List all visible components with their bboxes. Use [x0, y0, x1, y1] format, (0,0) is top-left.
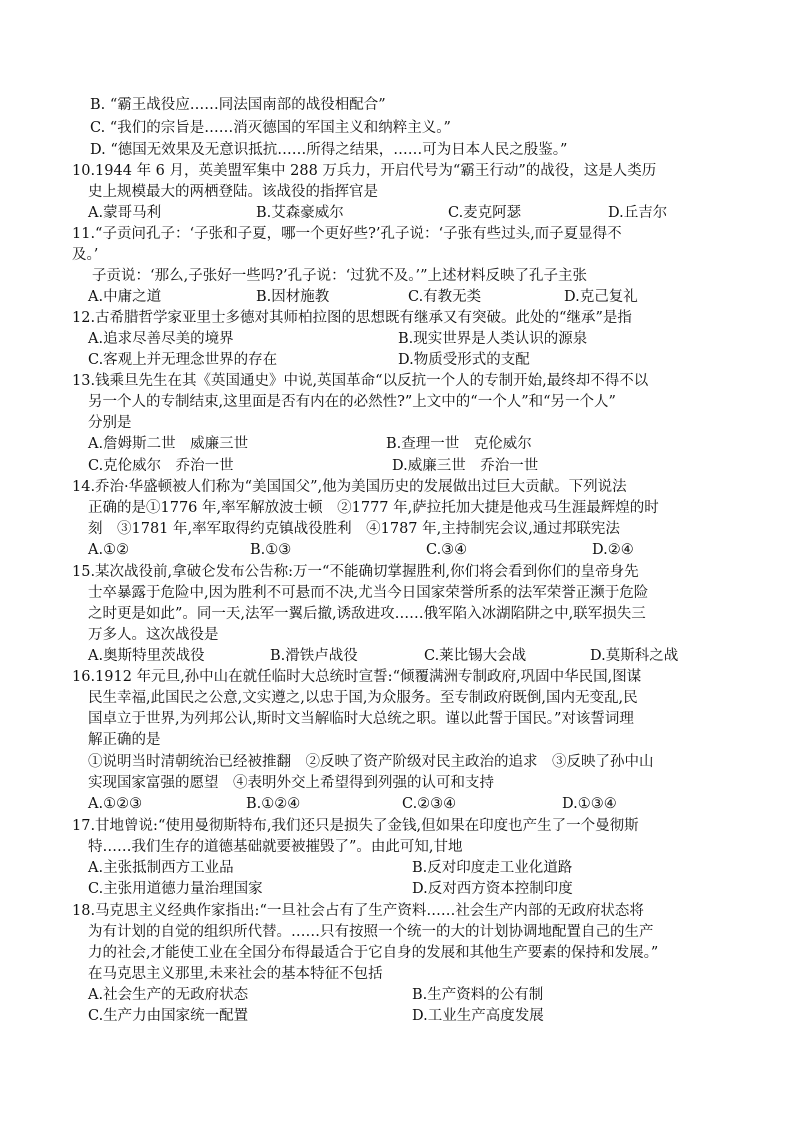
- q16-stem-line-5: ①说明当时清朝统治已经被推翻 ②反映了资产阶级对民主政治的追求 ③反映了孙中山: [88, 754, 654, 770]
- q17-option-c: C.主张用道德力量治理国家: [88, 881, 263, 897]
- q11-option-c: C.有教无类: [408, 289, 482, 305]
- q17-option-d: D.反对西方资本控制印度: [412, 881, 573, 897]
- q17-option-a: A.主张抵制西方工业品: [88, 860, 234, 876]
- q16-option-a: A.①②③: [88, 796, 143, 812]
- q11-stem-line-2: 及。’: [72, 247, 99, 263]
- q9-option-d: D. “德国无效果及无意识抵抗……所得之结果，……可为日本人民之殷鉴。”: [90, 142, 568, 158]
- q16-option-d: D.①③④: [562, 796, 617, 812]
- q16-stem-line-6: 实现国家富强的愿望 ④表明外交上希望得到列强的认可和支持: [88, 775, 494, 791]
- q18-stem-line-3: 力的社会,才能使工业在全国分布得最适合于它自身的发展和其他生产要素的保持和发展。”: [88, 945, 659, 961]
- q13-stem-line-2: 另一个人的专制结束,这里面是否有内在的必然性?”上文中的“一个人”和“另一个人”: [88, 394, 616, 410]
- q15-stem-line-1: 15.某次战役前,拿破仑发布公告称:万一“不能确切掌握胜利,你们将会看到你们的皇帝身先: [72, 564, 639, 580]
- q18-option-c: C.生产力由国家统一配置: [88, 1008, 249, 1024]
- q13-stem-line-1: 13.钱乘旦先生在其《英国通史》中说,英国革命“以反抗一个人的专制开始,最终却不得不以: [72, 373, 649, 389]
- q15-option-d: D.莫斯科之战: [590, 648, 679, 664]
- q14-stem-line-2: 正确的是①1776 年,率军解放波士顿 ②1777 年,萨拉托加大捷是他戎马生涯最辉煌的时: [88, 500, 659, 516]
- q13-stem-line-3: 分别是: [88, 415, 132, 431]
- q14-option-b: B.①③: [250, 542, 292, 558]
- q11-option-b: B.因材施教: [256, 289, 330, 305]
- q13-option-a: A.詹姆斯二世 威廉三世: [88, 436, 249, 452]
- q18-stem-line-2: 为有计划的自觉的组织所代替。……只有按照一个统一的大的计划协调地配置自己的生产: [88, 924, 654, 940]
- q14-option-d: D.②④: [592, 542, 634, 558]
- q12-option-c: C.客观上并无理念世界的存在: [88, 352, 278, 368]
- q11-stem-line-1: 11.“子贡问孔子：‘子张和子夏，哪一个更好些?’孔子说：‘子张有些过头,而子夏显得不: [72, 226, 622, 242]
- q11-option-a: A.中庸之道: [88, 289, 162, 305]
- q16-stem-line-1: 16.1912 年元旦,孙中山在就任临时大总统时宣誓:“倾覆满洲专制政府,巩固中华民国,图谋: [72, 669, 642, 685]
- q12-stem-line-1: 12.古希腊哲学家亚里士多德对其师柏拉图的思想既有继承又有突破。此处的“继承”是指: [72, 310, 632, 326]
- q16-stem-line-2: 民生幸福,此国民之公意,文实遵之,以忠于国,为众服务。至专制政府既倒,国内无变乱,民: [88, 690, 638, 706]
- q10-option-d: D.丘吉尔: [608, 205, 668, 221]
- q13-option-c: C.克伦威尔 乔治一世: [88, 458, 234, 474]
- q14-stem-line-1: 14.乔治·华盛顿被人们称为“美国国父”,他为美国历史的发展做出过巨大贡献。下列说法: [72, 479, 627, 495]
- q15-stem-line-3: 之时更是如此”。同一天,法军一翼后撤,诱敌进攻……俄军陷入冰湖陷阱之中,联军损失三: [88, 606, 646, 622]
- q10-stem-line-2: 史上规模最大的两栖登陆。该战役的指挥官是: [88, 184, 378, 200]
- q18-stem-line-4: 在马克思主义那里,未来社会的基本特征不包括: [88, 966, 383, 982]
- q16-stem-line-4: 解正确的是: [88, 732, 161, 748]
- q10-option-a: A.蒙哥马利: [88, 205, 162, 221]
- q15-option-b: B.滑铁卢战役: [270, 648, 358, 664]
- q15-stem-line-4: 万多人。这次战役是: [88, 627, 219, 643]
- q12-option-b: B.现实世界是人类认识的源泉: [398, 331, 588, 347]
- q11-option-d: D.克己复礼: [564, 289, 638, 305]
- q14-stem-line-3: 刻 ③1781 年,率军取得约克镇战役胜利 ④1787 年,主持制宪会议,通过邦联宪法: [88, 521, 620, 537]
- q18-stem-line-1: 18.马克思主义经典作家指出:“一旦社会占有了生产资料……社会生产内部的无政府状态将: [72, 903, 644, 919]
- q9-option-b: B. “霸王战役应……同法国南部的战役相配合”: [90, 97, 386, 113]
- q10-stem-line-1: 10.1944 年 6 月，英美盟军集中 288 万兵力，开启代号为“霸王行动”的战役，这是人类历: [72, 163, 657, 179]
- q10-option-b: B.艾森豪威尔: [256, 205, 344, 221]
- q14-option-a: A.①②: [88, 542, 130, 558]
- q18-option-d: D.工业生产高度发展: [412, 1008, 544, 1024]
- q9-option-c: C. “我们的宗旨是……消灭德国的军国主义和纳粹主义。”: [90, 120, 451, 136]
- q13-option-b: B.查理一世 克伦威尔: [386, 436, 532, 452]
- q18-option-a: A.社会生产的无政府状态: [88, 987, 249, 1003]
- q16-option-c: C.②③④: [402, 796, 457, 812]
- q17-option-b: B.反对印度走工业化道路: [412, 860, 573, 876]
- q17-stem-line-2: 特……我们生存的道德基础就要被摧毁了”。由此可知,甘地: [88, 839, 463, 855]
- q15-option-c: C.莱比锡大会战: [424, 648, 527, 664]
- q15-option-a: A.奥斯特里茨战役: [88, 648, 205, 664]
- q11-stem-line-3: 子贡说：‘那么,子张好一些吗?’孔子说：‘过犹不及。’”上述材料反映了孔子主张: [92, 268, 587, 284]
- q16-stem-line-3: 国卓立于世界,为列邦公认,斯时文当解临时大总统之职。谨以此誓于国民。”对该誓词理: [88, 711, 634, 727]
- q15-stem-line-2: 士卒暴露于危险中,因为胜利不可悬而不决,尤当今日国家荣誉所系的法军荣誉正濒于危险: [88, 585, 649, 601]
- q14-option-c: C.③④: [426, 542, 468, 558]
- q10-option-c: C.麦克阿瑟: [448, 205, 522, 221]
- q13-option-d: D.威廉三世 乔治一世: [392, 458, 539, 474]
- q18-option-b: B.生产资料的公有制: [412, 987, 544, 1003]
- q12-option-a: A.追求尽善尽美的境界: [88, 331, 234, 347]
- q12-option-d: D.物质受形式的支配: [398, 352, 530, 368]
- q17-stem-line-1: 17.甘地曾说:“使用曼彻斯特布,我们还只是损失了金钱,但如果在印度也产生了一个曼彻斯: [72, 818, 639, 834]
- q16-option-b: B.①②④: [246, 796, 301, 812]
